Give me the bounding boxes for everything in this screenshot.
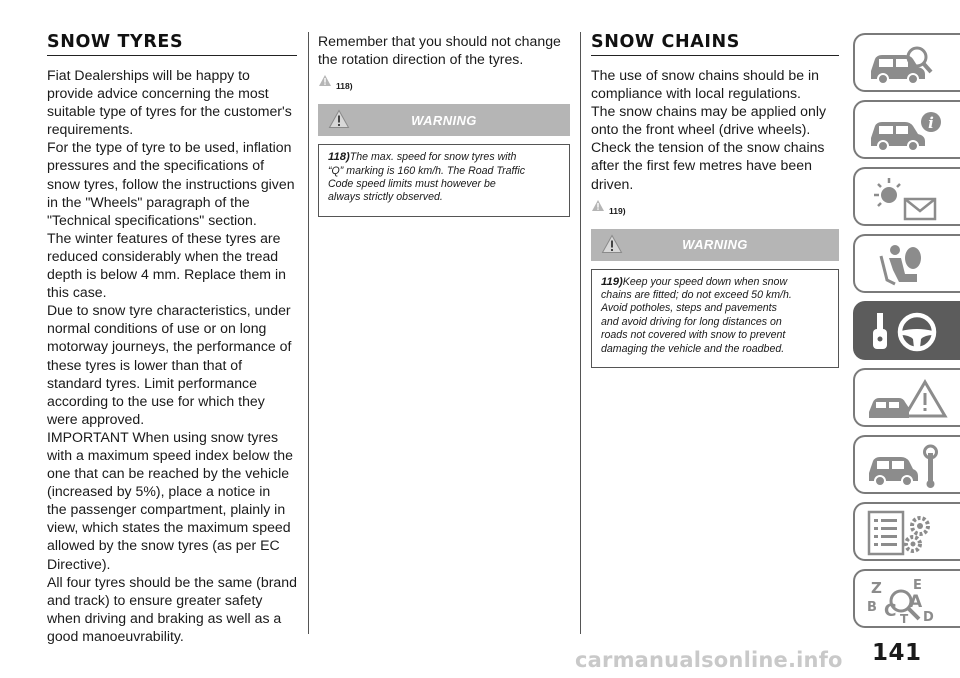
text-line: after the first few metres have been — [591, 157, 812, 174]
warning-triangle-icon — [601, 234, 623, 254]
warning-line: always strictly observed. — [328, 191, 443, 204]
text-line: provide advice concerning the most — [47, 85, 269, 102]
svg-text:A: A — [909, 592, 923, 612]
warning-number: 118) — [328, 151, 350, 164]
tab-messages[interactable] — [853, 167, 960, 226]
text-line: driven. — [591, 175, 634, 192]
text-line: motorway journeys, the performance of — [47, 338, 292, 355]
text-line: these tyres is lower than that of — [47, 356, 243, 373]
warning-reference — [591, 197, 839, 221]
key-steering-wheel-icon — [865, 309, 951, 355]
watermark: carmanualsonline.info — [575, 648, 843, 672]
warning-header — [591, 229, 839, 261]
text-line: Due to snow tyre characteristics, under — [47, 302, 291, 319]
svg-text:Z: Z — [871, 579, 882, 597]
text-line: snow tyres, follow the instructions given — [47, 175, 295, 192]
text-line: compliance with local regulations. — [591, 85, 801, 102]
svg-text:C: C — [884, 601, 897, 621]
warning-line: damaging the vehicle and the roadbed. — [601, 342, 785, 355]
text-line: were approved. — [47, 410, 145, 427]
warning-line: Code speed limits must however be — [328, 178, 496, 190]
text-line: pressures and the specifications of — [47, 157, 265, 174]
chapter-tabs — [853, 33, 960, 636]
text-line: requirements. — [47, 121, 134, 138]
snow-chains-body — [591, 66, 839, 193]
car-info-icon — [865, 108, 951, 154]
svg-text:B: B — [867, 600, 877, 615]
warning-triangle-icon — [328, 109, 350, 129]
warning-line: Avoid potholes, steps and pavements — [601, 302, 777, 315]
text-line: in the "Wheels" paragraph of the — [47, 193, 250, 210]
rotation-section — [318, 32, 570, 217]
car-wrench-icon — [865, 443, 951, 489]
warning-reference — [318, 72, 570, 96]
text-line: view, which states the maximum speed — [47, 519, 291, 536]
text-line: Remember that you should not change — [318, 33, 561, 49]
warning-box — [591, 269, 839, 368]
text-line: good manoeuvrability. — [47, 627, 184, 644]
text-line: one that can be reached by the vehicle — [47, 465, 290, 482]
svg-text:E: E — [913, 578, 922, 593]
text-line: with a maximum speed index below the — [47, 446, 293, 463]
alphabetical-index-icon — [865, 577, 951, 623]
reference-number: 119) — [609, 205, 626, 216]
car-crash-warning-icon — [865, 376, 951, 422]
tab-knowing-the-car[interactable] — [853, 33, 960, 92]
text-line: For the type of tyre to be used, inflation — [47, 139, 292, 156]
text-line: All four tyres should be the same (brand — [47, 573, 297, 590]
warning-box — [318, 144, 570, 217]
mini-warning-icon — [318, 74, 332, 87]
text-line: IMPORTANT When using snow tyres — [47, 428, 279, 445]
text-line: onto the front wheel (drive wheels). — [591, 121, 811, 138]
warning-number: 119) — [601, 275, 623, 288]
rotation-body — [318, 32, 570, 68]
text-line: and track) to ensure greater safety — [47, 591, 263, 608]
tab-emergency[interactable] — [853, 368, 960, 427]
tab-starting-and-driving[interactable] — [853, 301, 960, 360]
text-line: The snow chains may be applied only — [591, 103, 827, 120]
reference-number: 118) — [336, 81, 353, 92]
car-search-icon — [865, 41, 951, 87]
text-line: (increased by 5%), place a notice in — [47, 483, 271, 500]
text-line: according to the use for which they — [47, 392, 265, 409]
warning-line: and avoid driving for long distances on — [601, 315, 782, 328]
svg-text:D: D — [923, 610, 934, 623]
text-line: reduced considerably when the tread — [47, 247, 279, 264]
warning-line: roads not covered with snow to prevent — [601, 329, 786, 342]
snow-chains-title: SNOW CHAINS — [591, 32, 839, 56]
seat-airbag-icon — [865, 242, 951, 288]
text-line: allowed by the snow tyres (as per EC — [47, 537, 280, 554]
warning-label: WARNING — [411, 112, 477, 128]
spec-list-gears-icon — [865, 510, 951, 556]
text-line: normal conditions of use or on long — [47, 320, 267, 337]
tab-technical-specifications[interactable] — [853, 502, 960, 561]
column-divider — [580, 32, 581, 634]
text-line: Directive). — [47, 555, 111, 572]
text-line: the rotation direction of the tyres. — [318, 51, 524, 68]
text-line: The use of snow chains should be in — [591, 67, 819, 83]
text-line: the passenger compartment, plainly in — [47, 501, 286, 518]
page-number: 141 — [872, 640, 922, 666]
snow-tyres-title: SNOW TYRES — [47, 32, 297, 56]
text-line: The winter features of these tyres are — [47, 229, 281, 246]
svg-text:T: T — [900, 612, 909, 623]
warning-light-message-icon — [865, 175, 951, 221]
warning-line: chains are fitted; do not exceed 50 km/h. — [601, 289, 792, 302]
column-divider — [308, 32, 309, 634]
tab-warning-lights[interactable] — [853, 100, 960, 159]
warning-line: The max. speed for snow tyres with — [349, 151, 517, 164]
tab-safety[interactable] — [853, 234, 960, 293]
warning-line: “Q” marking is 160 km/h. The Road Traffic — [328, 164, 526, 177]
text-line: Fiat Dealerships will be happy to — [47, 67, 250, 83]
tab-servicing[interactable] — [853, 435, 960, 494]
mini-warning-icon — [591, 199, 605, 212]
tab-index[interactable] — [853, 569, 960, 628]
text-line: suitable type of tyres for the customer's — [47, 103, 292, 120]
svg-text:i: i — [928, 114, 934, 132]
text-line: standard tyres. Limit performance — [47, 374, 257, 391]
snow-tyres-section — [47, 32, 297, 645]
text-line: Check the tension of the snow chains — [591, 139, 825, 156]
text-line: "Technical specifications" section. — [47, 211, 257, 228]
warning-header — [318, 104, 570, 136]
text-line: when driving and braking as well as a — [47, 609, 282, 626]
text-line: this case. — [47, 284, 107, 301]
warning-label: WARNING — [682, 237, 748, 253]
snow-tyres-body — [47, 66, 297, 645]
text-line: depth is below 4 mm. Replace them in — [47, 266, 286, 283]
snow-chains-section — [591, 32, 839, 368]
warning-line: Keep your speed down when snow — [622, 275, 788, 288]
